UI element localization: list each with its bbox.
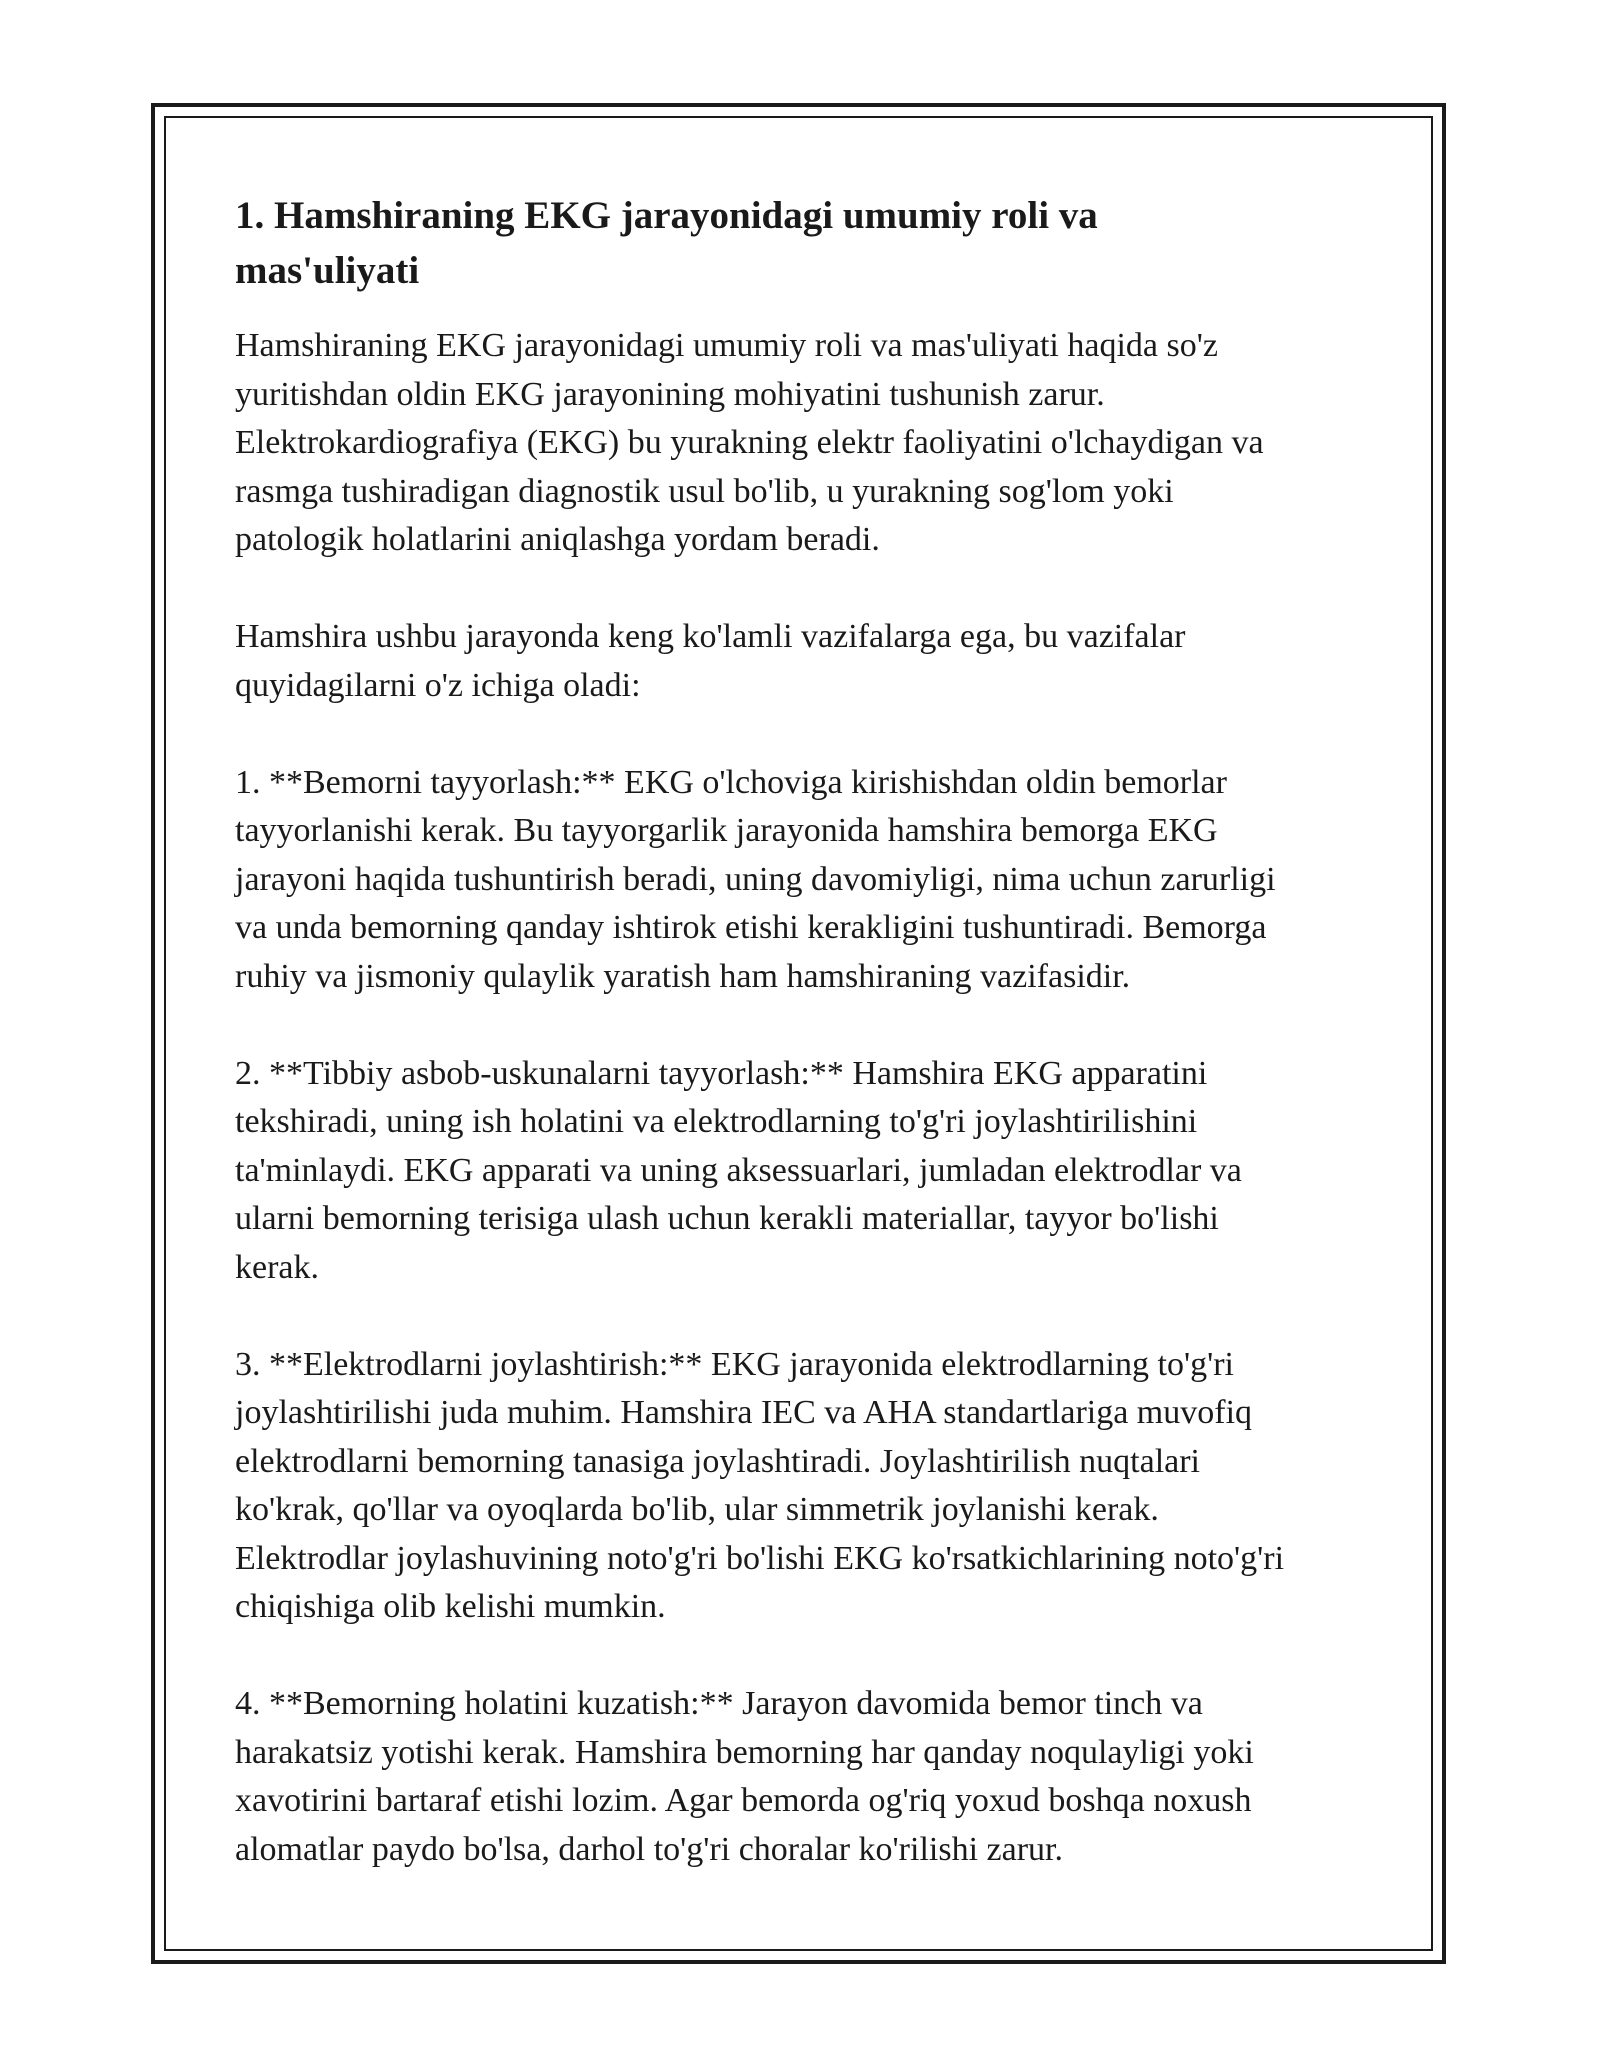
text-line: alomatlar paydo bo'lsa, darhol to'g'ri choralar ko'rilishi zarur.: [235, 1830, 1063, 1868]
text-line: Elektrokardiografiya (EKG) bu yurakning elektr faoliyatini o'lchaydigan va: [235, 424, 1264, 461]
text-line: jarayoni haqida tushuntirish beradi, uning davomiyligi, nima uchun zarurligi: [235, 860, 1276, 898]
text-line: elektrodlarni bemorning tanasiga joylashtiradi. Joylashtirilish nuqtalari: [235, 1442, 1200, 1480]
text-line: ruhiy va jismoniy qulaylik yaratish ham hamshiraning vazifasidir.: [235, 957, 1131, 995]
text-line: joylashtirilishi juda muhim. Hamshira IEC va AHA standartlariga muvofiq: [235, 1394, 1253, 1431]
tasks-intro-paragraph: [235, 613, 1385, 710]
text-line: Hamshira ushbu jarayonda keng ko'lamli vazifalarga ega, bu vazifalar: [235, 618, 1186, 655]
text-line: harakatsiz yotishi kerak. Hamshira bemorning har qanday noqulayligi yoki: [235, 1733, 1254, 1771]
task-item-4: [235, 1680, 1385, 1874]
text-line: ko'krak, qo'llar va oyoqlarda bo'lib, ular simmetrik joylanishi kerak.: [235, 1491, 1159, 1528]
section-title-line: mas'uliyati: [235, 249, 420, 292]
text-line: tayyorlanishi kerak. Bu tayyorgarlik jarayonida hamshira bemorga EKG: [235, 812, 1218, 849]
text-line: ta'minlaydi. EKG apparati va uning aksessuarlari, jumladan elektrodlar va: [235, 1151, 1242, 1189]
section-title-line: 1. Hamshiraning EKG jarayonidagi umumiy roli va: [235, 194, 1098, 237]
text-line: 1. **Bemorni tayyorlash:** EKG o'lchoviga kirishishdan oldin bemorlar: [235, 763, 1227, 801]
intro-paragraph: [235, 322, 1385, 565]
task-item-3: [235, 1341, 1385, 1632]
text-line: patologik holatlarini aniqlashga yordam beradi.: [235, 521, 880, 558]
text-line: Elektrodlar joylashuvining noto'g'ri bo'lishi EKG ko'rsatkichlarining noto'g'ri: [235, 1539, 1285, 1577]
document-body: [235, 188, 1385, 1923]
task-item-2: [235, 1050, 1385, 1293]
text-line: kerak.: [235, 1248, 320, 1286]
text-line: chiqishiga olib kelishi mumkin.: [235, 1588, 666, 1625]
text-line: ularni bemorning terisiga ulash uchun kerakli materiallar, tayyor bo'lishi: [235, 1200, 1219, 1237]
text-line: rasmga tushiradigan diagnostik usul bo'lib, u yurakning sog'lom yoki: [235, 472, 1174, 510]
task-item-1: [235, 759, 1385, 1002]
text-line: 4. **Bemorning holatini kuzatish:** Jarayon davomida bemor tinch va: [235, 1685, 1203, 1722]
text-line: tekshiradi, uning ish holatini va elektrodlarning to'g'ri joylashtirilishini: [235, 1103, 1198, 1140]
text-line: xavotirini bartaraf etishi lozim. Agar bemorda og'riq yoxud boshqa noxush: [235, 1782, 1252, 1819]
text-line: yuritishdan oldin EKG jarayonining mohiyatini tushunish zarur.: [235, 375, 1105, 413]
text-line: quyidagilarni o'z ichiga oladi:: [235, 666, 641, 704]
section-title: [235, 188, 1385, 298]
text-line: va unda bemorning qanday ishtirok etishi kerakligini tushuntiradi. Bemorga: [235, 909, 1267, 946]
text-line: 3. **Elektrodlarni joylashtirish:** EKG jarayonida elektrodlarning to'g'ri: [235, 1345, 1234, 1383]
text-line: Hamshiraning EKG jarayonidagi umumiy roli va mas'uliyati haqida so'z: [235, 327, 1218, 364]
text-line: 2. **Tibbiy asbob-uskunalarni tayyorlash:** Hamshira EKG apparatini: [235, 1054, 1208, 1092]
